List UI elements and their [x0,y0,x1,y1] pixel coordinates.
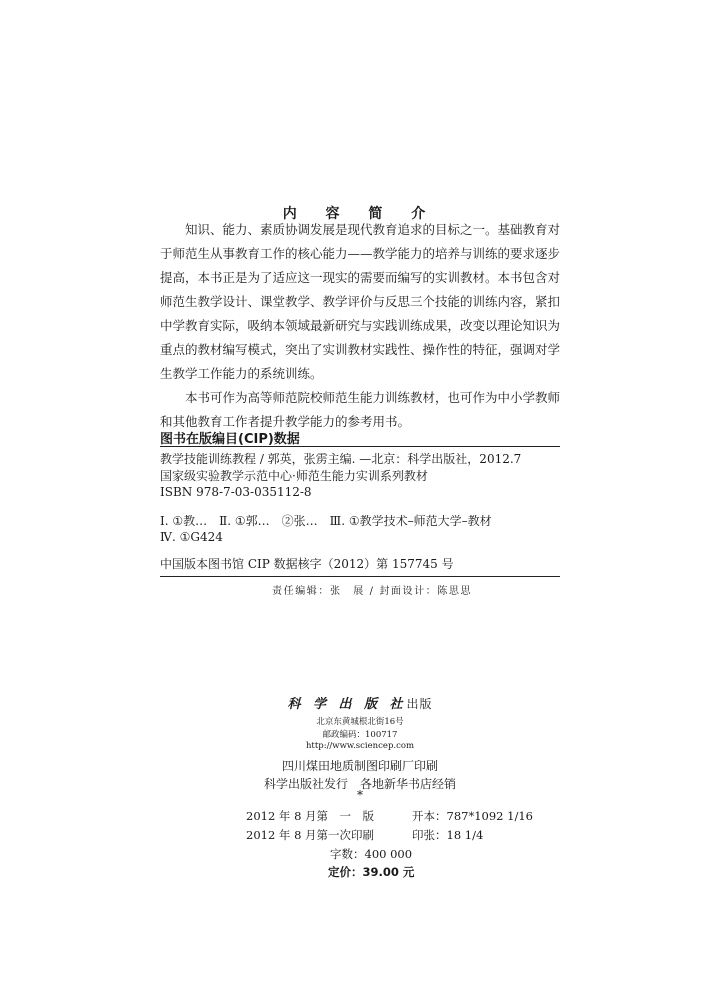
publisher-name-text: 科 学 出 版 社 [287,697,407,712]
first-edition: 2012 年 8 月第 一 版 [246,809,375,823]
book-format: 开本：787*1092 1/16 [412,809,533,823]
cip-line-title: 教学技能训练教程 / 郭英，张雳主编. —北京：科学出版社，2012.7 [160,452,522,466]
cip-line-record: 中国版本图书馆 CIP 数据核字（2012）第 157745 号 [160,557,454,571]
summary-paragraph-1: 知识、能力、素质协调发展是现代教育追求的目标之一。基础教育对于师范生从事教育工作的核心能力——教学能力的培养与训练的要求逐步提高，本书正是为了适应这一现实的需要而编写的实训教材。本书包含对师范生教学设计、课堂教学、教学评价与反思三个技能的训练内容，紧扣中学教育实际，吸纳本领域最新研究与实践训练成果，改变以理论知识为重点的教材编写模式，突出了实训教材实践性、操作性的特征，强调对学生教学工作能力的系统训练。 [160,222,561,381]
summary-body [160,218,570,434]
summary-paragraph-2: 本书可作为高等师范院校师范生能力训练教材，也可作为中小学教师和其他教育工作者提升教学能力的参考用书。 [160,390,561,429]
separator: * [357,788,363,802]
first-print: 2012 年 8 月第一次印刷 [246,828,375,842]
distribution: 科学出版社发行 各地新华书店经销 [263,777,456,791]
cip-line-classification-2: Ⅳ. ①G424 [160,530,223,544]
cip-line-series: 国家级实验教学示范中心·师范生能力实训系列教材 [160,469,428,483]
publisher-name [0,693,720,712]
print-sheets: 印张：18 1/4 [412,828,484,842]
word-count: 字数：400 000 [330,847,413,861]
cip-line-classification: Ⅰ. ①教… Ⅱ. ①郭… ②张… Ⅲ. ①教学技术–师范大学–教材 [160,514,492,528]
cip-bottom-rule [160,576,560,577]
cip-line-isbn: ISBN 978-7-03-035112-8 [160,485,312,499]
summary-title: 内 容 简 介 [282,206,438,222]
publisher-suffix: 出版 [406,697,433,711]
editors-credit: 责任编辑：张 展 / 封面设计：陈思思 [272,586,473,597]
printer: 四川煤田地质制图印刷厂印刷 [281,759,438,773]
publisher-postcode: 邮政编码：100717 [322,730,398,740]
publisher-address: 北京东黄城根北街16号 [316,717,404,727]
cip-top-rule [160,446,560,447]
price: 定价：39.00 元 [328,865,415,879]
publisher-url: http://www.sciencep.com [305,741,415,751]
cip-header: 图书在版编目(CIP)数据 [160,432,300,447]
